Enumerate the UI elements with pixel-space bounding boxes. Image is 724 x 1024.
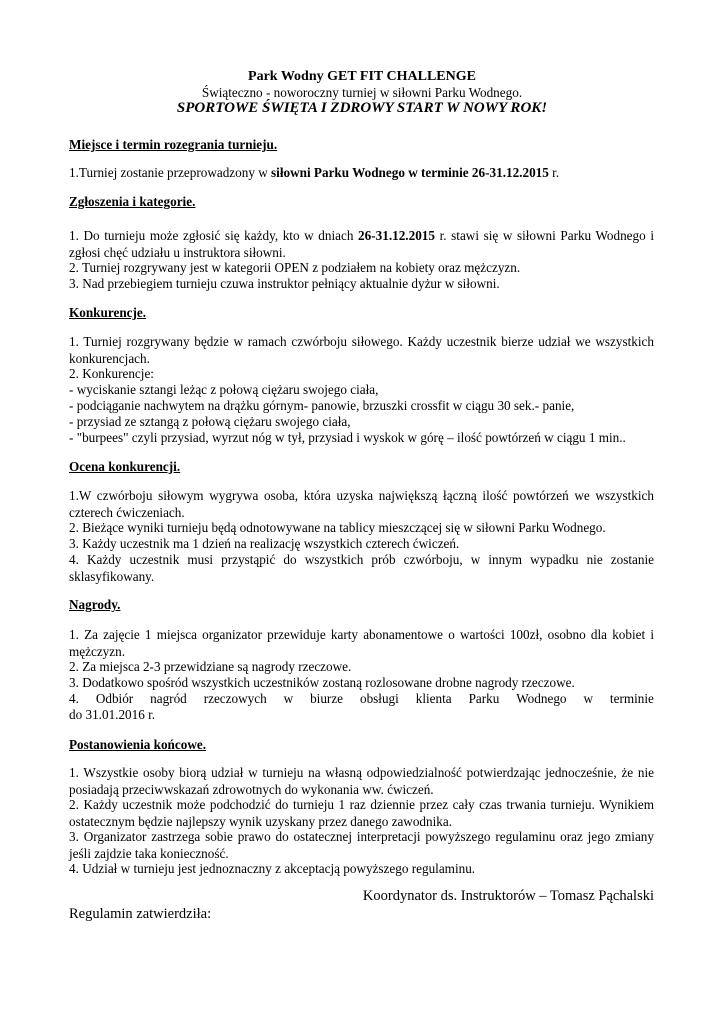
prizes-item-3: 3. Dodatkowo spośród wszystkich uczestników zostaną rozlosowane drobne nagrody rzeczowe. (69, 675, 575, 690)
scoring-item-1: 1.W czwórboju siłowym wygrywa osoba, która uzyska największą łączną ilość powtórzeń we wszystkich czterech ćwiczeniach. (69, 488, 654, 520)
section-heading-prizes: Nagrody. (69, 597, 121, 612)
final-item-2: 2. Każdy uczestnik może podchodzić do turnieju 1 raz dziennie przez cały czas trwania turnieju. Wynikiem ostatecznym będzie najlepszy wynik uzyskany przez danego zawodnika. (69, 797, 654, 829)
prizes-item-4-word: Wodnego (516, 691, 567, 706)
section-heading-venue: Miejsce i termin rozegrania turnieju. (69, 137, 278, 152)
prizes-item-4-word: obsługi (359, 691, 399, 706)
registration-item-3: 3. Nad przebiegiem turnieju czuwa instruktor pełniący aktualnie dyżur w siłowni. (69, 276, 500, 291)
prizes-item-4-end: do 31.01.2016 r. (69, 707, 156, 722)
scoring-item-4: 4. Każdy uczestnik musi przystąpić do wszystkich prób czwórboju, w innym wypadku nie zostanie sklasyfikowany. (69, 552, 654, 584)
document-subtitle: Świąteczno - noworoczny turniej w siłowni Parku Wodnego. (201, 85, 523, 100)
document-slogan: SPORTOWE ŚWIĘTA I ZDROWY START W NOWY ROK! (176, 100, 548, 116)
prizes-item-1: 1. Za zajęcie 1 miejsca organizator przewiduje karty abonamentowe o wartości 100zł, osobno dla kobiet i mężczyzn. (69, 627, 654, 659)
prizes-item-4 (69, 691, 654, 708)
prizes-item-4-word: rzeczowych (203, 691, 267, 706)
approval-line: Regulamin zatwierdziła: (69, 906, 212, 922)
prizes-item-4-word: w (283, 691, 294, 706)
document-title: Park Wodny GET FIT CHALLENGE (248, 69, 476, 84)
prizes-item-4-word: w (583, 691, 593, 706)
section-heading-registration: Zgłoszenia i kategorie. (69, 194, 196, 209)
prizes-item-4-word: nagród (150, 691, 187, 706)
prizes-item-2: 2. Za miejsca 2-3 przewidziane są nagrody rzeczowe. (69, 659, 352, 674)
scoring-item-2: 2. Bieżące wyniki turnieju będą odnotowywane na tablicy mieszczącej się w siłowni Parku Wodnego. (69, 520, 606, 535)
final-item-4: 4. Udział w turnieju jest jednoznaczny z akceptacją powyższego regulaminu. (69, 861, 476, 876)
prizes-item-4-word: 4. (69, 691, 79, 706)
final-item-3: 3. Organizator zastrzega sobie prawo do ostatecznej interpretacji powyższego regulaminu oraz jego zmiany jeśli zajdzie taka konieczność. (69, 829, 654, 861)
registration-item-2: 2. Turniej rozgrywany jest w kategorii OPEN z podziałem na kobiety oraz mężczyzn. (69, 260, 521, 275)
competition-bullet-1: - wyciskanie sztangi leżąc z połową ciężaru swojego ciała, (69, 382, 379, 397)
prizes-item-4-word: Parku (468, 691, 500, 706)
competitions-item-2: 2. Konkurencje: (69, 366, 154, 381)
competition-bullet-4: - "burpees" czyli przysiad, wyrzut nóg w tył, przysiad i wyskok w górę – ilość powtórzeń w ciągu 1 min.. (69, 430, 626, 445)
registration-item-1: 1. Do turnieju może zgłosić się każdy, kto w dniach 26-31.12.2015 r. stawi się w siłowni Parku Wodnego i zgłosi chęć udziału u instruktora siłowni. (69, 228, 654, 260)
prizes-item-4-word: terminie (609, 691, 654, 706)
section-heading-scoring: Ocena konkurencji. (69, 459, 181, 474)
competition-bullet-3: - przysiad ze sztangą z połową ciężaru swojego ciała, (69, 414, 351, 429)
competition-bullet-2: - podciąganie nachwytem na drążku górnym- panowie, brzuszki crossfit w ciągu 30 sek.- panie, (69, 398, 575, 413)
section-venue-paragraph: 1.Turniej zostanie przeprowadzony w siłowni Parku Wodnego w terminie 26-31.12.2015 r. (69, 165, 560, 180)
section-heading-final-provisions: Postanowienia końcowe. (69, 737, 207, 752)
prizes-item-4-word: biurze (310, 691, 344, 706)
section-heading-competitions: Konkurencje. (69, 305, 147, 320)
prizes-item-4-word: Odbiór (95, 691, 134, 706)
scoring-item-3: 3. Każdy uczestnik ma 1 dzień na realizację wszystkich czterech ćwiczeń. (69, 536, 460, 551)
final-item-1: 1. Wszystkie osoby biorą udział w turnieju na własną odpowiedzialność potwierdzając jednocześnie, że nie posiadają przeciwwskazań zdrowotnych do wykonania ww. ćwiczeń. (69, 765, 654, 797)
competitions-item-1: 1. Turniej rozgrywany będzie w ramach czwórboju siłowego. Każdy uczestnik bierze udział we wszystkich konkurencjach. (69, 334, 654, 366)
coordinator-signature-line: Koordynator ds. Instruktorów – Tomasz Pąchalski (362, 888, 654, 904)
prizes-item-4-word: klienta (415, 691, 452, 706)
